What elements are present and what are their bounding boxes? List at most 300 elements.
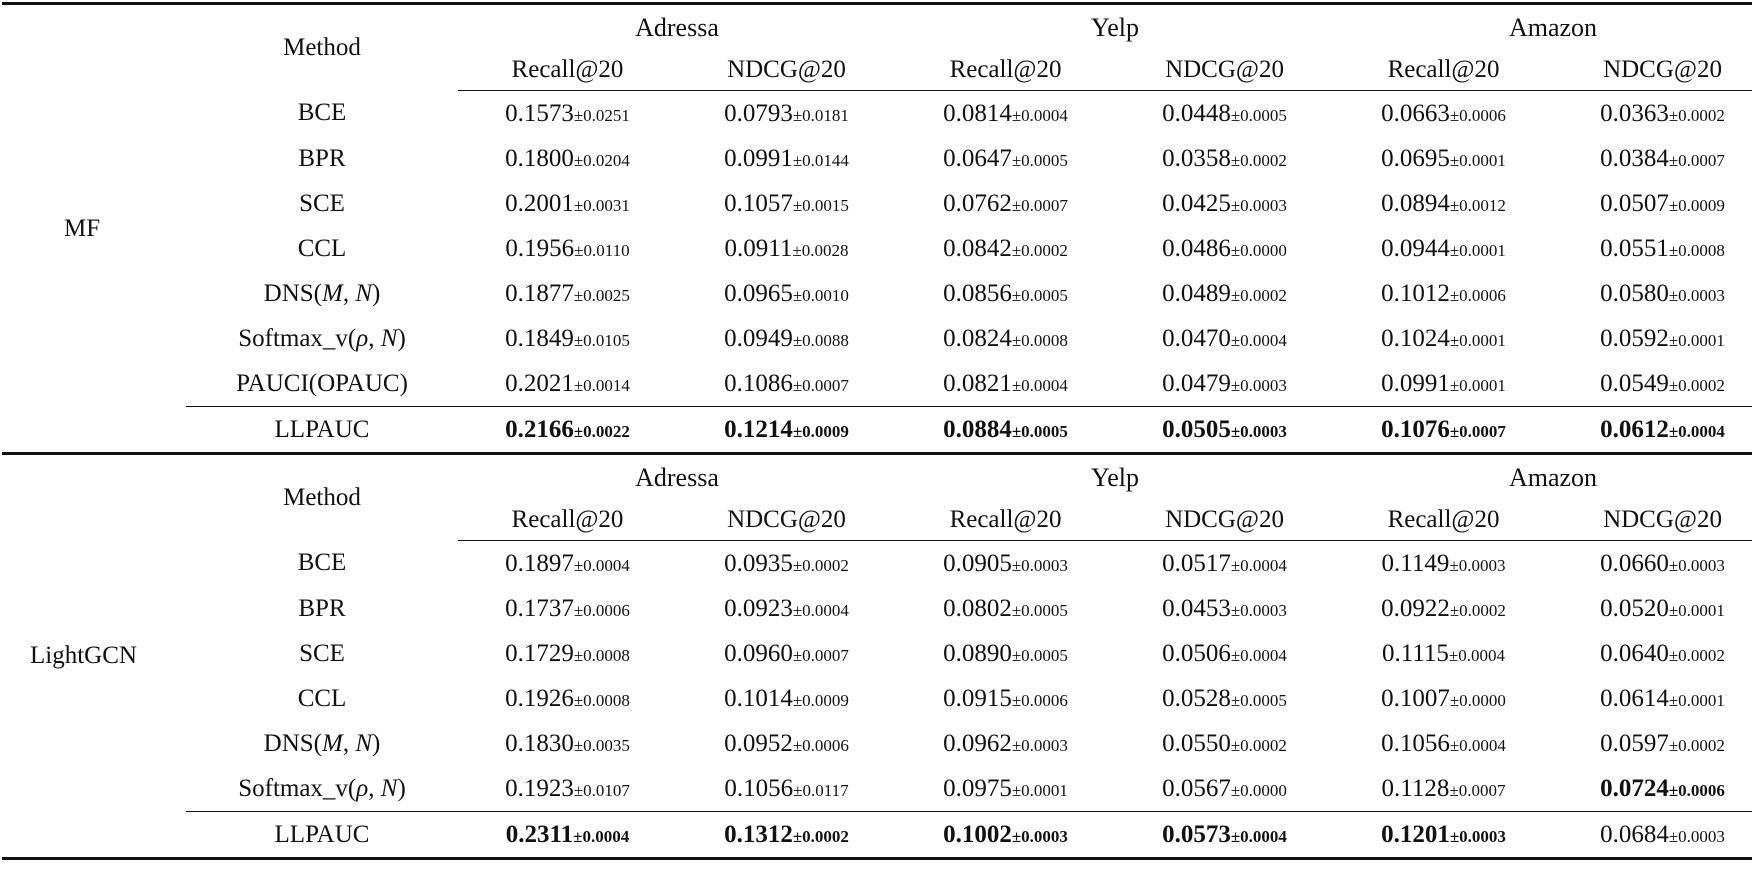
metric-cell — [1553, 316, 1752, 361]
metric-header: NDCG@20 — [677, 50, 896, 91]
metric-value: 0.0965 — [724, 279, 793, 307]
metric-std: ±0.0001 — [1449, 150, 1506, 170]
metric-value: 0.0506 — [1162, 639, 1231, 667]
metric-std: ±0.0028 — [792, 240, 849, 260]
metric-std: ±0.0001 — [1668, 330, 1725, 350]
metric-std: ±0.0004 — [1230, 826, 1287, 846]
metric-cell — [896, 766, 1115, 812]
metric-std: ±0.0014 — [573, 375, 630, 395]
metric-cell — [896, 136, 1115, 181]
metric-cell — [458, 631, 677, 676]
metric-std: ±0.0001 — [1449, 375, 1506, 395]
metric-std: ±0.0181 — [792, 105, 849, 125]
metric-cell — [1115, 407, 1334, 454]
metric-std: ±0.0002 — [1668, 105, 1725, 125]
method-name: LLPAUC — [186, 407, 458, 454]
metric-value: 0.1926 — [505, 684, 574, 712]
metric-value: 0.0549 — [1600, 369, 1669, 397]
metric-value: 0.0573 — [1162, 820, 1231, 848]
header-row-groups — [2, 454, 1752, 501]
metric-value: 0.1956 — [505, 234, 575, 262]
metric-value: 0.0724 — [1600, 774, 1669, 802]
table-row — [2, 812, 1752, 859]
metric-value: 0.2166 — [505, 415, 574, 443]
metric-header: Recall@20 — [458, 50, 677, 91]
table-row — [2, 541, 1752, 587]
metric-value: 0.0922 — [1381, 594, 1450, 622]
header-row-groups — [2, 4, 1752, 51]
metric-value: 0.0640 — [1600, 639, 1669, 667]
metric-header: Recall@20 — [458, 500, 677, 541]
metric-value: 0.0489 — [1162, 279, 1231, 307]
metric-std: ±0.0006 — [792, 735, 849, 755]
metric-value: 0.0507 — [1600, 189, 1669, 217]
metric-std: ±0.0002 — [1668, 645, 1725, 665]
metric-value: 0.1002 — [943, 820, 1012, 848]
metric-std: ±0.0003 — [1449, 555, 1506, 575]
metric-value: 0.0905 — [943, 549, 1012, 577]
metric-header: NDCG@20 — [1553, 50, 1752, 91]
method-name: SCE — [299, 189, 345, 217]
metric-header: NDCG@20 — [1115, 50, 1334, 91]
metric-cell — [677, 676, 896, 721]
metric-std: ±0.0001 — [1449, 330, 1506, 350]
metric-std: ±0.0001 — [1011, 780, 1068, 800]
metric-std: ±0.0004 — [1011, 375, 1068, 395]
metric-cell — [458, 361, 677, 407]
metric-cell — [1115, 181, 1334, 226]
metric-cell — [1115, 136, 1334, 181]
metric-cell — [896, 721, 1115, 766]
metric-cell — [1553, 226, 1752, 271]
metric-std: ±0.0009 — [792, 690, 849, 710]
metric-header: NDCG@20 — [677, 500, 896, 541]
metric-value: 0.0802 — [943, 594, 1012, 622]
metric-cell — [1115, 316, 1334, 361]
metric-value: 0.0580 — [1600, 279, 1669, 307]
metric-value: 0.1076 — [1381, 415, 1450, 443]
metric-std: ±0.0003 — [1668, 826, 1725, 846]
metric-std: ±0.0004 — [1448, 645, 1506, 665]
metric-std: ±0.0008 — [1668, 240, 1725, 260]
metric-value: 0.0952 — [724, 729, 793, 757]
metric-cell — [458, 766, 677, 812]
method-name: BCE — [297, 99, 347, 127]
dataset-header: Adressa — [458, 4, 896, 51]
metric-cell — [1115, 766, 1334, 812]
metric-value: 0.1007 — [1381, 684, 1450, 712]
metric-std: ±0.0002 — [1230, 150, 1287, 170]
metric-cell — [1553, 766, 1752, 812]
method-header: Method — [186, 4, 458, 91]
table-row — [2, 721, 1752, 766]
metric-cell — [1334, 316, 1553, 361]
metric-cell — [677, 91, 896, 137]
metric-std: ±0.0004 — [1230, 645, 1287, 665]
metric-cell — [677, 181, 896, 226]
table-row — [2, 631, 1752, 676]
metric-std: ±0.0000 — [1230, 240, 1287, 260]
metric-cell — [1553, 271, 1752, 316]
metric-cell — [1334, 631, 1553, 676]
model-label: LightGCN — [2, 454, 186, 859]
metric-header: NDCG@20 — [1553, 500, 1752, 541]
metric-cell — [1334, 136, 1553, 181]
metric-cell — [896, 316, 1115, 361]
metric-cell — [1115, 541, 1334, 587]
metric-std: ±0.0004 — [573, 555, 630, 575]
metric-cell — [1115, 271, 1334, 316]
metric-value: 0.1201 — [1381, 820, 1450, 848]
metric-std: ±0.0007 — [1668, 150, 1725, 170]
metric-cell — [896, 407, 1115, 454]
metric-value: 0.0517 — [1162, 549, 1231, 577]
metric-value: 0.0894 — [1381, 189, 1450, 217]
metric-std: ±0.0204 — [573, 150, 630, 170]
metric-value: 0.0363 — [1600, 99, 1669, 127]
results-table — [2, 2, 1752, 860]
metric-std: ±0.0006 — [1449, 105, 1506, 125]
metric-header: Recall@20 — [1334, 500, 1553, 541]
metric-value: 0.0960 — [724, 639, 793, 667]
metric-header: Recall@20 — [1334, 50, 1553, 91]
metric-value: 0.0358 — [1162, 144, 1231, 172]
metric-value: 0.0695 — [1381, 144, 1450, 172]
method-name: BCE — [297, 549, 347, 577]
table-row — [2, 181, 1752, 226]
metric-value: 0.0991 — [1381, 369, 1450, 397]
metric-cell — [677, 316, 896, 361]
table-row — [2, 407, 1752, 454]
metric-std: ±0.0000 — [1449, 690, 1506, 710]
metric-std: ±0.0000 — [1230, 780, 1287, 800]
metric-std: ±0.0088 — [792, 330, 849, 350]
metric-std: ±0.0006 — [1011, 690, 1068, 710]
table-row — [2, 271, 1752, 316]
metric-std: ±0.0006 — [1449, 285, 1506, 305]
metric-std: ±0.0005 — [1230, 105, 1287, 125]
metric-cell — [677, 226, 896, 271]
metric-std: ±0.0007 — [792, 375, 849, 395]
metric-std: ±0.0004 — [1230, 555, 1287, 575]
metric-value: 0.1729 — [505, 639, 574, 667]
metric-value: 0.1128 — [1381, 774, 1450, 802]
metric-cell — [1115, 721, 1334, 766]
metric-std: ±0.0105 — [573, 330, 630, 350]
metric-value: 0.0856 — [943, 279, 1012, 307]
metric-std: ±0.0003 — [1230, 421, 1287, 441]
metric-std: ±0.0001 — [1668, 600, 1725, 620]
metric-std: ±0.0008 — [1011, 330, 1068, 350]
metric-value: 0.0975 — [943, 774, 1012, 802]
metric-std: ±0.0004 — [1230, 330, 1287, 350]
dataset-header: Amazon — [1334, 454, 1752, 501]
metric-cell — [1115, 361, 1334, 407]
metric-std: ±0.0002 — [1230, 735, 1287, 755]
metric-cell — [1553, 541, 1752, 587]
metric-value: 0.0384 — [1600, 144, 1669, 172]
metric-std: ±0.0005 — [1011, 285, 1068, 305]
metric-cell — [1115, 91, 1334, 137]
table-row — [2, 91, 1752, 137]
metric-value: 0.0614 — [1600, 684, 1669, 712]
metric-cell — [896, 226, 1115, 271]
method-name: CCL — [297, 684, 347, 712]
metric-std: ±0.0009 — [1668, 195, 1725, 215]
metric-cell — [896, 271, 1115, 316]
metric-cell — [1553, 136, 1752, 181]
metric-cell — [677, 407, 896, 454]
metric-cell — [458, 226, 677, 271]
metric-cell — [1115, 226, 1334, 271]
metric-std: ±0.0002 — [1011, 240, 1068, 260]
metric-std: ±0.0005 — [1011, 600, 1068, 620]
metric-cell — [458, 136, 677, 181]
metric-cell — [458, 721, 677, 766]
metric-cell — [1553, 721, 1752, 766]
metric-value: 0.2311 — [505, 820, 574, 848]
metric-std: ±0.0006 — [1668, 780, 1725, 800]
metric-cell — [1334, 226, 1553, 271]
metric-std: ±0.0144 — [792, 150, 849, 170]
metric-value: 0.1737 — [505, 594, 574, 622]
results-table-body — [2, 4, 1752, 859]
metric-cell — [458, 541, 677, 587]
metric-value: 0.1877 — [505, 279, 574, 307]
metric-cell — [1334, 407, 1553, 454]
metric-value: 0.0842 — [943, 234, 1012, 262]
metric-value: 0.0884 — [943, 415, 1012, 443]
model-label: MF — [2, 4, 186, 454]
metric-cell — [1115, 812, 1334, 859]
metric-cell — [1334, 271, 1553, 316]
metric-value: 0.0612 — [1600, 415, 1669, 443]
metric-header: NDCG@20 — [1115, 500, 1334, 541]
metric-std: ±0.0003 — [1230, 375, 1287, 395]
table-row — [2, 316, 1752, 361]
metric-value: 0.1214 — [724, 415, 793, 443]
metric-std: ±0.0107 — [573, 780, 630, 800]
metric-std: ±0.0007 — [792, 645, 849, 665]
metric-cell — [1553, 361, 1752, 407]
table-row — [2, 361, 1752, 407]
metric-std: ±0.0004 — [1668, 421, 1725, 441]
metric-std: ±0.0015 — [792, 195, 849, 215]
metric-cell — [677, 271, 896, 316]
metric-value: 0.0520 — [1600, 594, 1669, 622]
metric-value: 0.0470 — [1162, 324, 1231, 352]
metric-value: 0.0425 — [1162, 189, 1231, 217]
metric-std: ±0.0110 — [574, 240, 630, 260]
metric-value: 0.0453 — [1162, 594, 1231, 622]
metric-std: ±0.0010 — [792, 285, 849, 305]
metric-value: 0.0684 — [1600, 820, 1669, 848]
metric-value: 0.0479 — [1162, 369, 1231, 397]
metric-std: ±0.0006 — [573, 600, 630, 620]
metric-cell — [1334, 181, 1553, 226]
metric-cell — [1553, 91, 1752, 137]
metric-cell — [1553, 676, 1752, 721]
metric-std: ±0.0003 — [1449, 826, 1506, 846]
metric-cell — [1553, 631, 1752, 676]
metric-std: ±0.0003 — [1668, 555, 1725, 575]
metric-value: 0.1012 — [1381, 279, 1450, 307]
metric-cell — [1334, 361, 1553, 407]
metric-value: 0.1115 — [1382, 639, 1449, 667]
metric-cell — [1334, 586, 1553, 631]
metric-std: ±0.0002 — [1668, 735, 1725, 755]
metric-std: ±0.0004 — [1011, 105, 1068, 125]
metric-value: 0.2001 — [505, 189, 574, 217]
metric-cell — [677, 541, 896, 587]
metric-std: ±0.0004 — [573, 826, 630, 846]
metric-value: 0.0824 — [943, 324, 1012, 352]
metric-cell — [1334, 541, 1553, 587]
metric-value: 0.1849 — [505, 324, 574, 352]
metric-std: ±0.0003 — [1668, 285, 1725, 305]
metric-cell — [1334, 812, 1553, 859]
metric-cell — [1334, 676, 1553, 721]
metric-value: 0.0551 — [1600, 234, 1669, 262]
metric-value: 0.0647 — [943, 144, 1012, 172]
metric-std: ±0.0003 — [1011, 826, 1068, 846]
metric-value: 0.1800 — [505, 144, 574, 172]
metric-std: ±0.0035 — [573, 735, 630, 755]
metric-std: ±0.0002 — [1230, 285, 1287, 305]
metric-value: 0.0991 — [724, 144, 793, 172]
metric-value: 0.1056 — [724, 774, 794, 802]
metric-cell — [1553, 812, 1752, 859]
method-header: Method — [186, 454, 458, 541]
method-name: CCL — [297, 234, 347, 262]
metric-value: 0.0911 — [724, 234, 793, 262]
metric-std: ±0.0008 — [573, 690, 630, 710]
method-name: DNS(M, N) — [263, 279, 381, 307]
metric-std: ±0.0005 — [1011, 421, 1068, 441]
metric-value: 0.0962 — [943, 729, 1012, 757]
metric-std: ±0.0031 — [573, 195, 630, 215]
metric-std: ±0.0025 — [573, 285, 630, 305]
metric-std: ±0.0007 — [1011, 195, 1068, 215]
dataset-header: Adressa — [458, 454, 896, 501]
metric-value: 0.0814 — [943, 99, 1012, 127]
metric-std: ±0.0005 — [1230, 690, 1287, 710]
metric-std: ±0.0022 — [573, 421, 630, 441]
metric-value: 0.1923 — [505, 774, 574, 802]
method-name: DNS(M, N) — [263, 729, 381, 757]
metric-std: ±0.0002 — [1449, 600, 1506, 620]
metric-cell — [458, 676, 677, 721]
metric-std: ±0.0003 — [1011, 735, 1068, 755]
metric-value: 0.1024 — [1381, 324, 1450, 352]
table-row — [2, 226, 1752, 271]
metric-cell — [896, 812, 1115, 859]
metric-value: 0.0550 — [1162, 729, 1231, 757]
dataset-header: Yelp — [896, 4, 1334, 51]
metric-cell — [458, 586, 677, 631]
method-name: Softmax_v(ρ, N) — [238, 324, 406, 352]
metric-value: 0.1086 — [724, 369, 793, 397]
metric-value: 0.1312 — [724, 820, 793, 848]
metric-std: ±0.0001 — [1668, 690, 1725, 710]
metric-value: 0.0793 — [724, 99, 793, 127]
metric-std: ±0.0004 — [792, 600, 849, 620]
metric-cell — [1115, 676, 1334, 721]
metric-value: 0.1057 — [724, 189, 793, 217]
metric-value: 0.0944 — [1381, 234, 1450, 262]
metric-cell — [896, 361, 1115, 407]
metric-cell — [1553, 586, 1752, 631]
metric-cell — [896, 631, 1115, 676]
metric-value: 0.2021 — [505, 369, 574, 397]
metric-value: 0.1830 — [505, 729, 574, 757]
metric-value: 0.0915 — [943, 684, 1012, 712]
metric-cell — [677, 721, 896, 766]
metric-cell — [1334, 766, 1553, 812]
metric-std: ±0.0004 — [1449, 735, 1506, 755]
metric-cell — [677, 812, 896, 859]
metric-value: 0.0567 — [1162, 774, 1231, 802]
metric-cell — [896, 586, 1115, 631]
metric-std: ±0.0002 — [1668, 375, 1725, 395]
metric-std: ±0.0007 — [1449, 421, 1506, 441]
metric-value: 0.0890 — [943, 639, 1012, 667]
metric-header: Recall@20 — [896, 500, 1115, 541]
metric-std: ±0.0005 — [1011, 150, 1068, 170]
metric-value: 0.0762 — [943, 189, 1012, 217]
metric-cell — [1115, 631, 1334, 676]
metric-cell — [458, 271, 677, 316]
metric-cell — [1334, 91, 1553, 137]
metric-cell — [677, 766, 896, 812]
metric-std: ±0.0002 — [792, 826, 849, 846]
method-name: SCE — [299, 639, 345, 667]
metric-cell — [458, 91, 677, 137]
metric-cell — [896, 181, 1115, 226]
metric-cell — [458, 181, 677, 226]
metric-std: ±0.0003 — [1230, 600, 1287, 620]
metric-value: 0.0663 — [1381, 99, 1450, 127]
metric-value: 0.0660 — [1600, 549, 1669, 577]
metric-std: ±0.0003 — [1230, 195, 1287, 215]
metric-cell — [896, 676, 1115, 721]
metric-value: 0.0821 — [943, 369, 1012, 397]
metric-value: 0.0935 — [724, 549, 793, 577]
metric-std: ±0.0005 — [1011, 645, 1068, 665]
metric-std: ±0.0001 — [1449, 240, 1506, 260]
method-name: PAUCI(OPAUC) — [236, 369, 408, 397]
metric-cell — [1553, 407, 1752, 454]
table-row — [2, 676, 1752, 721]
metric-cell — [896, 91, 1115, 137]
metric-cell — [677, 361, 896, 407]
metric-cell — [1115, 586, 1334, 631]
method-name: BPR — [298, 594, 346, 622]
dataset-header: Yelp — [896, 454, 1334, 501]
dataset-header: Amazon — [1334, 4, 1752, 51]
metric-std: ±0.0003 — [1011, 555, 1068, 575]
metric-std: ±0.0012 — [1449, 195, 1506, 215]
metric-std: ±0.0009 — [792, 421, 849, 441]
method-name: BPR — [298, 144, 346, 172]
metric-std: ±0.0007 — [1449, 780, 1506, 800]
metric-value: 0.0923 — [724, 594, 793, 622]
metric-cell — [677, 136, 896, 181]
metric-cell — [677, 631, 896, 676]
method-name: Softmax_v(ρ, N) — [238, 774, 406, 802]
metric-std: ±0.0002 — [792, 555, 849, 575]
metric-cell — [1334, 721, 1553, 766]
